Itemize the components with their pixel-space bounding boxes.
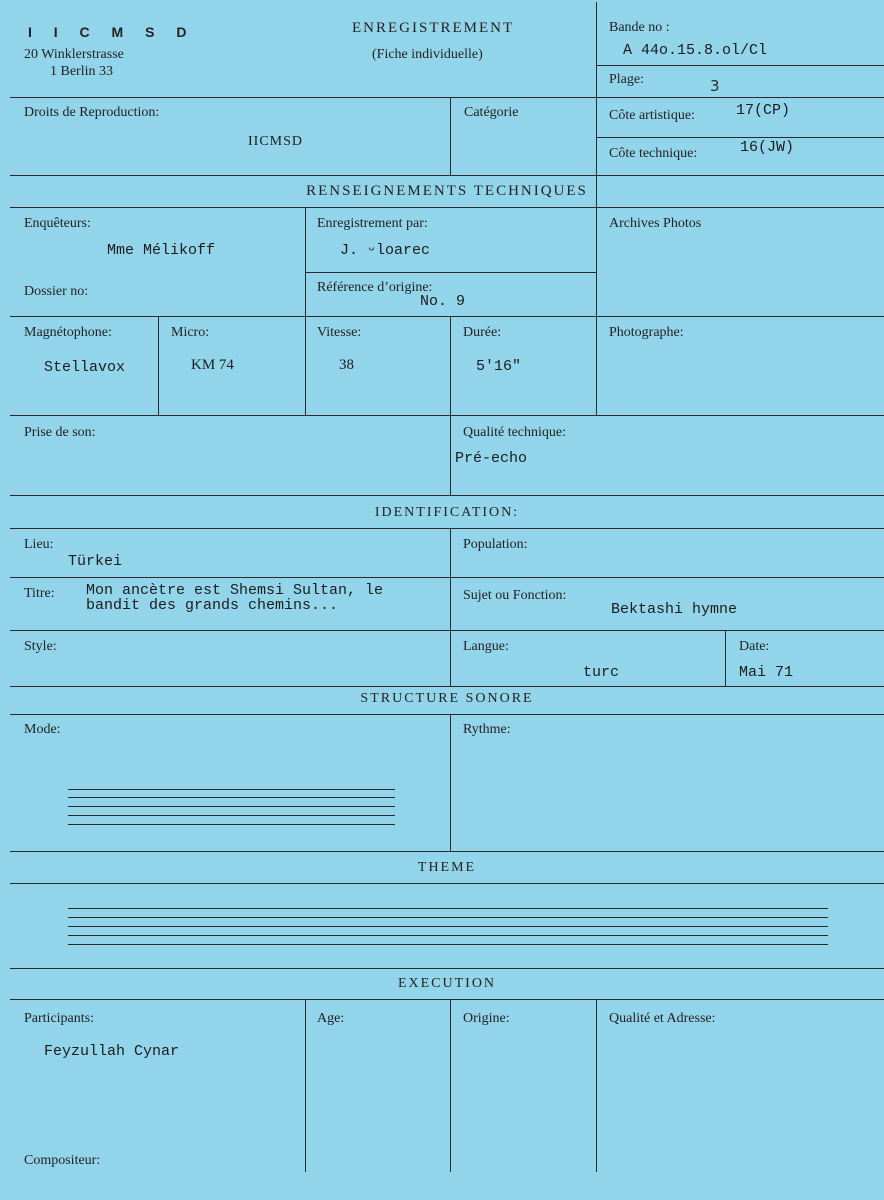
enregistrement-par-value: J. ᵕloarec (340, 242, 431, 259)
origine-label: Origine: (463, 1011, 510, 1026)
photographe-label: Photographe: (609, 325, 684, 340)
enregistrement-par-label: Enregistrement par: (317, 216, 428, 231)
compositeur-label: Compositeur: (24, 1153, 101, 1168)
reference-value: No. 9 (420, 293, 466, 310)
reference-label: Référence d’origine: (317, 280, 433, 295)
population-label: Population: (463, 537, 528, 552)
divider (10, 999, 884, 1000)
date-value: Mai 71 (739, 664, 794, 681)
divider (450, 97, 451, 175)
divider (596, 2, 597, 207)
cote-artistique-value: 17(CP) (736, 102, 791, 119)
theme-staff-line (68, 944, 828, 945)
address-line-1: 20 Winklerstrasse (24, 47, 124, 62)
mode-staff-line (68, 824, 395, 825)
divider (10, 686, 884, 687)
divider (305, 272, 596, 273)
qualite-technique-value: Pré-echo (455, 450, 528, 467)
cote-artistique-label: Côte artistique: (609, 108, 695, 123)
theme-staff-line (68, 926, 828, 927)
droits-value: IICMSD (248, 134, 304, 149)
micro-value: KM 74 (191, 357, 234, 373)
divider (10, 97, 884, 98)
lieu-label: Lieu: (24, 537, 54, 552)
titre-value-line-1: Mon ancètre est Shemsi Sultan, le (86, 582, 384, 599)
plage-label: Plage: (609, 72, 644, 87)
age-label: Age: (317, 1011, 345, 1026)
institute-logo: I I C M S D (28, 24, 196, 40)
qualite-technique-label: Qualité technique: (463, 425, 567, 440)
titre-label: Titre: (24, 586, 55, 601)
divider (10, 851, 884, 852)
vitesse-value: 38 (339, 357, 354, 373)
rythme-label: Rythme: (463, 722, 511, 737)
mode-staff-line (68, 806, 395, 807)
lieu-value: Türkei (68, 553, 123, 570)
divider (450, 528, 451, 686)
mode-staff-line (68, 815, 395, 816)
divider (596, 999, 597, 1172)
duree-label: Durée: (463, 325, 502, 340)
cote-technique-value: 16(JW) (740, 139, 795, 156)
vitesse-label: Vitesse: (317, 325, 362, 340)
card-subtitle: (Fiche individuelle) (372, 47, 483, 62)
divider (596, 65, 884, 66)
divider (10, 495, 884, 496)
divider (158, 316, 159, 415)
micro-label: Micro: (171, 325, 210, 340)
qualite-adresse-label: Qualité et Adresse: (609, 1011, 716, 1026)
mode-staff-line (68, 789, 395, 790)
participants-value: Feyzullah Cynar (44, 1043, 180, 1060)
titre-value-line-2: bandit des grands chemins... (86, 597, 339, 614)
categorie-label: Catégorie (464, 105, 519, 120)
bande-value: A 44o.15.8.ol/Cl (623, 42, 768, 59)
enqueteurs-label: Enquêteurs: (24, 216, 91, 231)
bande-label: Bande no : (609, 20, 670, 35)
magnetophone-label: Magnétophone: (24, 325, 112, 340)
address-line-2: 1 Berlin 33 (50, 64, 113, 79)
sujet-label: Sujet ou Fonction: (463, 588, 567, 603)
divider (725, 630, 726, 686)
magnetophone-value: Stellavox (44, 359, 126, 376)
dossier-label: Dossier no: (24, 284, 89, 299)
date-label: Date: (739, 639, 770, 654)
section-title-structure: STRUCTURE SONORE (360, 691, 534, 706)
section-title-theme: THEME (417, 860, 477, 875)
section-title-identification: IDENTIFICATION: (374, 505, 520, 520)
divider (10, 968, 884, 969)
section-title-execution: EXECUTION (397, 976, 497, 991)
langue-value: turc (583, 664, 620, 681)
divider (450, 714, 451, 851)
divider (450, 316, 451, 495)
divider (10, 528, 884, 529)
divider (305, 999, 306, 1172)
langue-label: Langue: (463, 639, 509, 654)
archives-photos-label: Archives Photos (609, 216, 702, 231)
theme-staff-line (68, 908, 828, 909)
mode-staff-line (68, 797, 395, 798)
droits-label: Droits de Reproduction: (24, 105, 160, 120)
divider (10, 415, 884, 416)
plage-value: 3 (710, 77, 720, 95)
cote-technique-label: Côte technique: (609, 146, 698, 161)
divider (10, 175, 884, 176)
divider (10, 577, 884, 578)
divider (10, 316, 884, 317)
enqueteurs-value: Mme Mélikoff (107, 242, 216, 259)
card-title: ENREGISTREMENT (352, 20, 515, 36)
mode-label: Mode: (24, 722, 61, 737)
divider (10, 207, 884, 208)
divider (10, 630, 884, 631)
divider (10, 883, 884, 884)
sujet-value: Bektashi hymne (611, 601, 738, 618)
theme-staff-line (68, 917, 828, 918)
divider (10, 714, 884, 715)
prise-de-son-label: Prise de son: (24, 425, 96, 440)
divider (596, 207, 597, 415)
section-title-technical: RENSEIGNEMENTS TECHNIQUES (306, 183, 588, 199)
participants-label: Participants: (24, 1011, 94, 1026)
duree-value: 5'16" (476, 358, 522, 375)
divider (596, 137, 884, 138)
theme-staff-line (68, 935, 828, 936)
divider (305, 207, 306, 415)
divider (450, 999, 451, 1172)
style-label: Style: (24, 639, 57, 654)
